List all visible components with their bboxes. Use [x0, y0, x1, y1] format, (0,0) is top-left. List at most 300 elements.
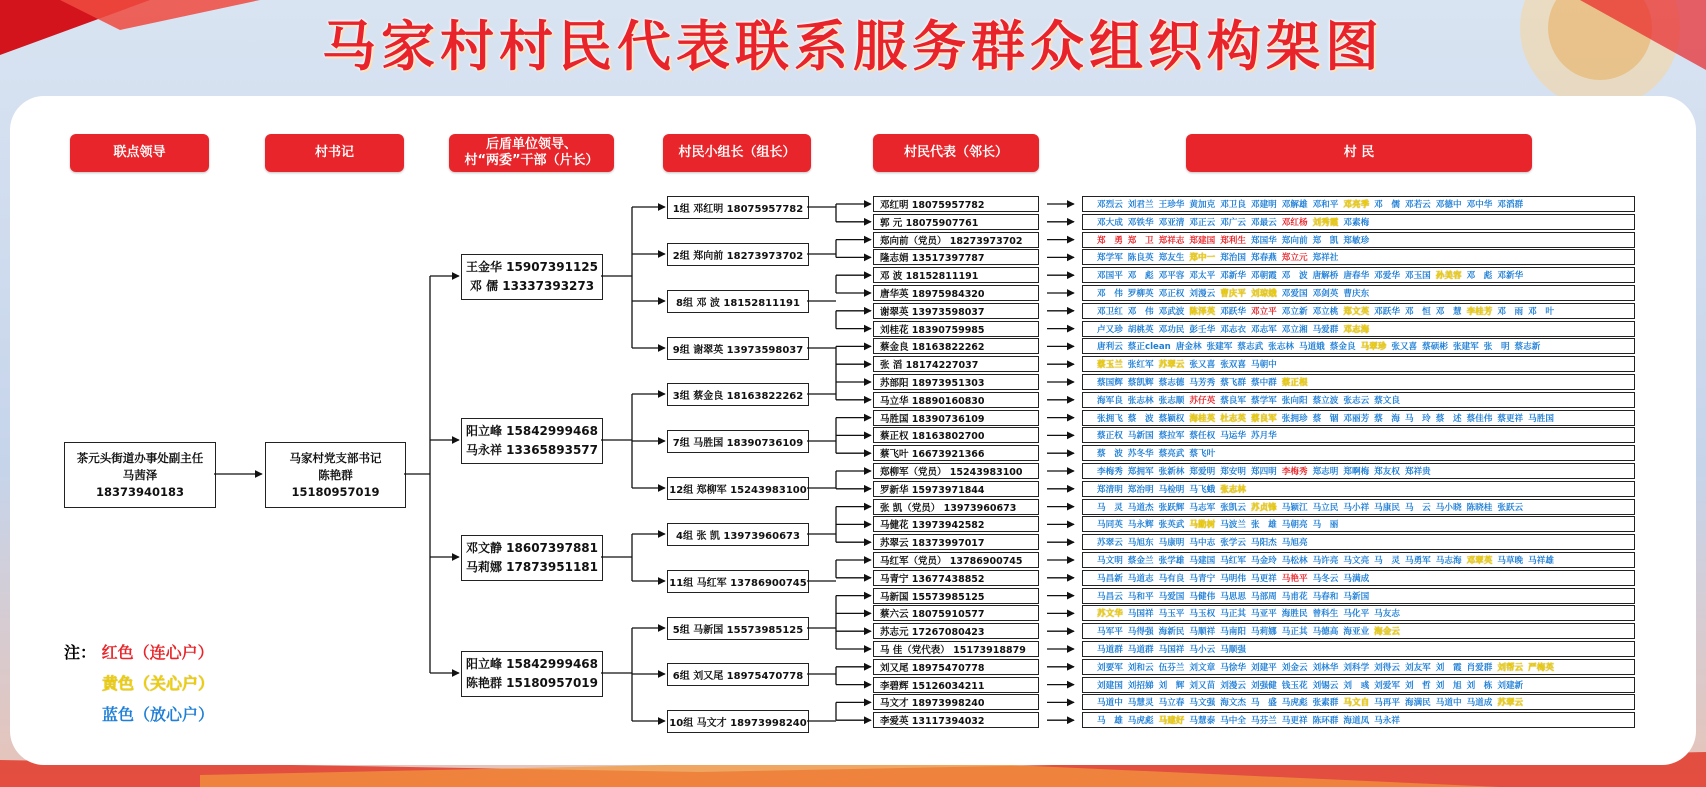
- villager-name: 马和平: [1127, 591, 1154, 602]
- villager-name: 郑治国: [1220, 253, 1246, 264]
- villager-name: 邓立桃: [1312, 306, 1339, 317]
- villager-name: 刘漫云: [1189, 289, 1216, 299]
- villager-name: 郑春燕: [1250, 253, 1277, 264]
- villager-name: 蔡学军: [1250, 395, 1277, 406]
- villager-name: 马道杰: [1127, 502, 1154, 513]
- villager-name: 张学雄: [1158, 556, 1185, 566]
- villager-name: 马志军: [1189, 502, 1216, 513]
- villager-name: 海金云: [1374, 627, 1400, 638]
- villager-name: 邓解雄: [1281, 200, 1308, 210]
- villager-name: 刘 辉: [1158, 680, 1185, 691]
- villager-name: 孙美容: [1435, 271, 1462, 282]
- villager-name: 郑利生: [1220, 235, 1246, 246]
- villager-name: 马小祥: [1343, 502, 1370, 513]
- villager-name: 蔡志武: [1237, 342, 1264, 353]
- villager-name: 邓跃华: [1220, 306, 1246, 317]
- representative-box: 郭 元 18075907761: [873, 214, 1039, 230]
- villager-name: 郑安明: [1220, 467, 1246, 477]
- villager-name: 马慧泰: [1189, 716, 1216, 727]
- villager-name: 刘科学: [1343, 662, 1370, 673]
- villager-name: 郑学军: [1097, 253, 1123, 264]
- villager-name: 马翠珍: [1360, 342, 1387, 353]
- villager-name: 苏贞锋: [1250, 502, 1277, 513]
- representative-box: 张 滔 18174227037: [873, 356, 1039, 372]
- villager-name: 马艳平: [1281, 573, 1308, 584]
- villager-name: 刘 哲: [1404, 680, 1431, 691]
- villager-name: 马昌新: [1097, 573, 1123, 584]
- villager-name: 马康明: [1158, 538, 1185, 549]
- representative-box: 李碧辉 15126034211: [873, 677, 1039, 693]
- chief-line: 陈艳群 15180957019: [465, 676, 599, 690]
- villager-name: 马顺强: [1220, 645, 1246, 655]
- villager-name: 马南阳: [1220, 627, 1246, 638]
- chief-line: 阳立峰 15842999468: [465, 657, 599, 671]
- villager-name: 马芬兰: [1250, 716, 1277, 727]
- villager-name: 马中志: [1189, 538, 1216, 549]
- villager-name: 邓正权: [1158, 289, 1185, 299]
- villager-name: 郑 卫: [1127, 235, 1154, 246]
- villager-name: 张跃辉: [1158, 502, 1185, 513]
- villager-name: 蔡正权: [1097, 431, 1123, 442]
- villager-name: 马化平: [1343, 609, 1370, 620]
- leader-title: 茶元头街道办事处副主任: [76, 450, 204, 465]
- villager-name: 曹庆平: [1220, 289, 1246, 299]
- page-title: 马家村村民代表联系服务群众组织构架图: [322, 15, 1384, 78]
- villager-name: 唐春华: [1343, 271, 1370, 282]
- villager-name: 马国祥: [1158, 645, 1185, 655]
- villager-name: 刘强健: [1250, 680, 1277, 691]
- villager-name: 马阳杰: [1250, 538, 1277, 549]
- villager-name: 张双喜: [1220, 360, 1246, 371]
- villager-name: 邓 恒: [1404, 306, 1431, 317]
- villager-name: 蔡金兰: [1127, 556, 1154, 566]
- villager-name: 蔡任权: [1189, 431, 1216, 442]
- chief-line: 邓 儒 13337393273: [469, 279, 595, 293]
- villager-name: 蔡飞叶: [1189, 449, 1216, 460]
- villager-name: 马文自: [1343, 698, 1370, 709]
- villager-name: 卢又珍: [1097, 324, 1123, 335]
- villager-name: 马芳秀: [1189, 378, 1216, 388]
- legend-red: 红色（连心户）: [101, 643, 214, 662]
- villager-name: 郑四明: [1250, 467, 1277, 477]
- villager-name: 刘锡云: [1312, 680, 1339, 691]
- representative-box: 马健花 13973942582: [873, 516, 1039, 532]
- villager-name: 邓新华: [1497, 271, 1524, 282]
- villager-name: 蔡立波: [1312, 395, 1339, 406]
- villager-name: 黄加克: [1189, 200, 1216, 210]
- villager-name: 郑建国: [1189, 235, 1216, 246]
- villager-name: 张学云: [1220, 538, 1246, 549]
- villager-name: 马健伟: [1189, 591, 1216, 602]
- villager-name: 郑拥军: [1127, 467, 1154, 477]
- representative-box: 李爱英 13117394032: [873, 712, 1039, 728]
- villager-name: 邓建明: [1250, 200, 1277, 210]
- villager-name: 马松林: [1281, 556, 1308, 566]
- villager-name: 邓最云: [1250, 217, 1277, 228]
- villager-name: 刘帮云: [1497, 662, 1524, 673]
- villager-name: 张志云: [1343, 395, 1370, 406]
- villager-name: 邓卫红: [1097, 306, 1123, 317]
- villager-name: 张红军: [1127, 360, 1154, 371]
- villager-name: 马明伟: [1220, 573, 1246, 584]
- villager-name: 海桂英: [1189, 413, 1216, 424]
- villager-name: 海胜民: [1281, 609, 1308, 620]
- villager-name: 郑敏珍: [1343, 235, 1370, 246]
- villager-name: 邓剑英: [1312, 289, 1339, 299]
- villager-name: 张志顺: [1158, 395, 1185, 406]
- villager-name: 苏文华: [1097, 609, 1123, 620]
- villager-name: 李桂芳: [1466, 306, 1493, 317]
- villager-name: 刘和云: [1127, 662, 1154, 673]
- villager-name: 蔡金良: [1329, 342, 1356, 353]
- villager-name: 刘要军: [1097, 662, 1123, 673]
- villager-name: 曹庆东: [1343, 289, 1370, 299]
- villager-name: 马道娥: [1298, 342, 1325, 353]
- villager-name: 邓志军: [1250, 324, 1277, 335]
- villager-name: 邓 波: [1281, 271, 1308, 282]
- villager-name: 张凯云: [1220, 502, 1246, 513]
- villager-name: 邓跃华: [1374, 306, 1400, 317]
- villager-name: 邓铁华: [1127, 217, 1154, 228]
- villager-name: 蔡飞群: [1220, 378, 1246, 388]
- villager-name: 蔡亮武: [1158, 449, 1185, 460]
- representative-box: 马文才 18973998240: [873, 694, 1039, 710]
- villager-name: 邓若云: [1404, 200, 1431, 210]
- villager-name: 马旭亮: [1281, 538, 1308, 549]
- villager-name: 马 玲: [1404, 413, 1431, 424]
- villager-name: 邓新华: [1220, 271, 1246, 282]
- header-representatives: 村民代表（邻长）: [873, 134, 1039, 172]
- villager-name: 刘 霞: [1435, 662, 1462, 673]
- villager-name: 马 盛: [1250, 698, 1277, 709]
- villager-name: 郑祥志: [1158, 235, 1185, 246]
- representative-box: 马新国 15573985125: [873, 588, 1039, 604]
- villager-name: 马顺祥: [1189, 627, 1216, 638]
- villager-name: 邓丽芳: [1343, 413, 1370, 424]
- villager-name: 马小晓: [1435, 502, 1462, 513]
- villager-name: 郑中一: [1189, 253, 1216, 264]
- villager-name: 蔡良军: [1250, 413, 1277, 424]
- representative-box: 苏志元 17267080423: [873, 623, 1039, 639]
- villager-name: 马慧灵: [1127, 698, 1154, 709]
- villager-name: 马草晚: [1497, 556, 1524, 566]
- group-leader-box: 4组 张 凯 13973960673: [667, 523, 809, 546]
- villager-name: 蔡志德: [1158, 378, 1185, 388]
- villager-name: 蔡志新: [1514, 342, 1541, 353]
- villager-name: 钱玉花: [1281, 680, 1308, 691]
- villager-name: 海文杰: [1220, 698, 1246, 709]
- villager-name: 马军平: [1097, 627, 1123, 638]
- villager-name: 邓正云: [1189, 217, 1216, 228]
- villager-name: 马朝亮: [1281, 520, 1308, 531]
- group-leader-box: 10组 马文才 18973998240: [667, 710, 809, 733]
- villager-name: 张英武: [1158, 520, 1185, 531]
- villager-name: 邓广云: [1220, 217, 1246, 228]
- villager-name: 曾科生: [1312, 609, 1339, 620]
- villager-name: 郑文英: [1343, 306, 1370, 317]
- villager-name: 马再平: [1374, 698, 1400, 709]
- villager-name: 刘建新: [1497, 680, 1524, 691]
- villager-name: 马勇军: [1404, 556, 1431, 566]
- header-villagers: 村 民: [1186, 134, 1532, 172]
- villager-name: 马运华: [1220, 431, 1246, 442]
- group-leader-box: 3组 蔡金良 18163822262: [667, 383, 809, 406]
- villager-name: 邓 雨: [1497, 306, 1524, 317]
- villager-name: 马道中: [1097, 698, 1123, 709]
- representative-box: 蔡正权 18163802700: [873, 427, 1039, 443]
- villager-name: 邓立平: [1250, 306, 1277, 317]
- villager-name: 苏翠云: [1158, 360, 1185, 371]
- villager-name: 刘又苗: [1189, 680, 1216, 691]
- representative-box: 蔡六云 18075910577: [873, 605, 1039, 621]
- villager-name: 郑志明: [1312, 467, 1339, 477]
- villager-name: 邓志衣: [1220, 324, 1246, 335]
- villager-name: 李梅秀: [1281, 467, 1308, 477]
- villager-name: 邓 伟: [1127, 306, 1154, 317]
- representative-box: 苏部阳 18973951303: [873, 374, 1039, 390]
- group-leader-box: 5组 马新国 15573985125: [667, 617, 809, 640]
- villager-name: 海军良: [1097, 395, 1123, 406]
- villager-name: 苏仔英: [1189, 395, 1216, 406]
- villager-name: 张志林: [1220, 484, 1246, 495]
- villager-name: 邓翠英: [1466, 556, 1493, 566]
- villager-name: 蔡正根: [1281, 378, 1308, 388]
- villager-name: 海道凤: [1343, 716, 1370, 727]
- group-leader-box: 9组 谢翠英 13973598037: [667, 337, 809, 360]
- representative-box: 蔡金良 18163822262: [873, 338, 1039, 354]
- villager-name: 邓玉国: [1404, 271, 1431, 282]
- leader-name: 马茜泽: [122, 467, 158, 482]
- villager-name: 郑清明: [1097, 484, 1123, 495]
- villager-name: 马友志: [1374, 609, 1400, 620]
- representative-box: 郑向前（党员） 18273973702: [873, 232, 1039, 248]
- villager-name: 刘林华: [1312, 662, 1339, 673]
- villager-name: 唐利云: [1097, 342, 1123, 353]
- villager-name: 邓朝霞: [1250, 271, 1277, 282]
- villager-name: 马许亮: [1312, 556, 1339, 566]
- representative-box: 隆志娟 13517397787: [873, 249, 1039, 265]
- villager-name: 马康民: [1374, 502, 1400, 513]
- villager-name: 邓红杨: [1281, 217, 1308, 228]
- villager-name: 张 明: [1483, 342, 1510, 353]
- villager-name: 郑 凯: [1312, 235, 1339, 246]
- representative-box: 刘桂花 18390759985: [873, 321, 1039, 337]
- villager-name: 马颖江: [1281, 502, 1308, 513]
- villager-name: 马徐华: [1220, 662, 1246, 673]
- villager-name: 马冬云: [1312, 573, 1339, 584]
- villager-name: 张又喜: [1189, 360, 1216, 371]
- legend-blue: 蓝色（放心户）: [102, 705, 215, 724]
- villager-name: 邓爱华: [1374, 271, 1400, 282]
- villager-name: 邓素梅: [1343, 217, 1370, 228]
- villager-name: 马更祥: [1281, 716, 1308, 727]
- villager-name: 马旭东: [1127, 538, 1154, 549]
- representative-box: 张 凯（党员） 13973960673: [873, 499, 1039, 515]
- chief-line: 阳立峰 15842999468: [465, 424, 599, 438]
- villager-name: 马 灵: [1374, 556, 1400, 566]
- villager-name: 罗柳英: [1127, 289, 1154, 299]
- villager-name: 郑祥贵: [1404, 467, 1431, 477]
- villager-name: 马亚平: [1250, 609, 1277, 620]
- villager-name: 刘文章: [1189, 662, 1216, 673]
- villager-name: 马小云: [1189, 645, 1216, 655]
- villager-name: 马红军: [1220, 556, 1246, 566]
- villager-name: 刘金云: [1281, 662, 1308, 673]
- secretary-name: 陈艳群: [318, 467, 353, 482]
- representative-box: 苏翠云 18373997017: [873, 534, 1039, 550]
- villager-name: 马建好: [1158, 716, 1185, 727]
- villager-name: 刘漫云: [1220, 680, 1246, 691]
- villager-name: 马道群: [1097, 645, 1123, 655]
- villager-name: 马爱国: [1158, 591, 1185, 602]
- villager-name: 蔡佳伟: [1466, 413, 1493, 424]
- villager-name: 邓立新: [1281, 306, 1308, 317]
- villager-name: 刘 彧: [1343, 680, 1370, 691]
- villager-name: 杜志英: [1220, 413, 1246, 424]
- header-support-cadres-line2: 村“两委”干部（片长）: [464, 153, 599, 168]
- representative-box: 马胜国 18390736109: [873, 410, 1039, 426]
- villager-name: 蔡 海: [1374, 413, 1400, 424]
- villager-name: 蔡文良: [1374, 395, 1400, 406]
- villager-name: 刘爱军: [1374, 680, 1400, 691]
- villager-name: 张跃云: [1497, 502, 1524, 513]
- representative-box: 郑柳军（党员） 15243983100: [873, 463, 1039, 479]
- villager-name: 马文亮: [1343, 556, 1370, 566]
- villager-name: 海亚业: [1343, 627, 1370, 638]
- villager-name: 郑爱明: [1189, 467, 1216, 477]
- villager-name: 陈晓桂: [1466, 502, 1493, 513]
- chief-line: 马莉娜 17873951181: [465, 560, 599, 574]
- villager-name: 张建军: [1452, 342, 1479, 353]
- villager-name: 马新国: [1343, 591, 1370, 602]
- villager-name: 唐金林: [1175, 342, 1202, 353]
- villager-name: 蔡更祥: [1497, 413, 1524, 424]
- legend-yellow: 黄色（关心户）: [102, 674, 215, 693]
- villager-name: 马文强: [1189, 698, 1216, 709]
- villager-name: 马永祥: [1374, 716, 1400, 727]
- villager-name: 海满民: [1404, 698, 1431, 709]
- representative-box: 邓 波 18152811191: [873, 267, 1039, 283]
- chief-line: 王金华 15907391125: [465, 260, 599, 274]
- villager-name: 马祥雄: [1528, 556, 1554, 566]
- representative-box: 马青宁 13677438852: [873, 570, 1039, 586]
- villager-name: 郑友权: [1374, 467, 1400, 477]
- villager-name: 刘建平: [1250, 662, 1277, 673]
- header-liaison-leader: 联点领导: [70, 134, 209, 172]
- villager-name: 马道群: [1127, 645, 1154, 655]
- villager-name: 邓志海: [1343, 324, 1370, 335]
- villager-name: 马思思: [1220, 591, 1246, 602]
- villager-name: 海新民: [1158, 627, 1185, 638]
- chief-line: 邓文静 18607397881: [465, 541, 599, 555]
- villager-name: 刘招娣: [1127, 680, 1154, 691]
- header-village-secretary: 村书记: [265, 134, 404, 172]
- group-leader-box: 1组 邓红明 18075957782: [667, 196, 809, 219]
- villager-name: 唐解桥: [1312, 271, 1339, 282]
- villager-name: 马金玲: [1250, 556, 1277, 566]
- villager-name: 邓 儒: [1374, 200, 1400, 210]
- villager-name: 陈泽英: [1189, 306, 1216, 317]
- group-leader-box: 11组 马红军 13786900745: [667, 570, 809, 593]
- villager-name: 苏翠云: [1497, 698, 1524, 709]
- villager-name: 刘君兰: [1127, 200, 1154, 210]
- villager-name: 蔡 波: [1127, 413, 1154, 424]
- villager-name: 蔡国辉: [1097, 378, 1123, 388]
- villager-name: 蔡良军: [1220, 395, 1246, 406]
- villager-name: 马更祥: [1250, 573, 1277, 584]
- villager-name: 马 雄: [1097, 716, 1123, 727]
- villager-name: 邓 伟: [1097, 289, 1123, 299]
- villager-name: 邓滔群: [1497, 200, 1524, 210]
- representative-box: 蔡飞叶 16673921366: [873, 445, 1039, 461]
- villager-name: 马爱群: [1312, 324, 1339, 335]
- villager-name: 王珍华: [1158, 200, 1185, 210]
- villager-name: 陈环群: [1312, 716, 1339, 727]
- villager-name: 蔡玉兰: [1097, 360, 1123, 371]
- secretary-phone: 15180957019: [291, 484, 380, 499]
- villager-name: 邓太平: [1189, 271, 1216, 282]
- legend-prefix: 注：: [64, 643, 97, 662]
- villager-name: 邓中华: [1466, 200, 1493, 210]
- villager-name: 苏月华: [1250, 431, 1277, 442]
- villager-name: 马正其: [1220, 609, 1246, 620]
- villager-name: 邓爱国: [1281, 289, 1308, 299]
- villager-name: 马满成: [1343, 573, 1370, 584]
- representative-box: 马 佳（党代表） 15173918879: [873, 641, 1039, 657]
- villager-name: 马有良: [1158, 573, 1185, 584]
- villager-name: 马 灵: [1097, 502, 1123, 513]
- villager-name: 郑友生: [1158, 253, 1185, 264]
- representative-box: 马立华 18890160830: [873, 392, 1039, 408]
- villager-name: 蔡 锢: [1312, 413, 1339, 424]
- villager-name: 张志林: [1268, 342, 1294, 353]
- villager-name: 马得强: [1127, 627, 1154, 638]
- representative-box: 刘又尾 18975470778: [873, 659, 1039, 675]
- villager-name: 张建军: [1206, 342, 1233, 353]
- villager-name: 马道志: [1127, 573, 1154, 584]
- villager-name: 张 雄: [1250, 520, 1277, 531]
- villager-name: 马道中: [1435, 698, 1462, 709]
- villager-name: 邓平容: [1158, 271, 1185, 282]
- villager-name: 郑国华: [1250, 235, 1277, 246]
- villager-name: 邓 彪: [1466, 271, 1493, 282]
- villager-name: 张志林: [1127, 395, 1154, 406]
- villager-name: 马青宁: [1189, 573, 1216, 584]
- villager-name: 郑治明: [1127, 484, 1154, 495]
- villager-name: 邓大成: [1097, 217, 1123, 228]
- villager-name: 马部周: [1250, 591, 1277, 602]
- villager-name: 邓德中: [1435, 200, 1462, 210]
- villager-name: 彭壬华: [1189, 324, 1216, 335]
- villager-name: 蔡凯辉: [1127, 378, 1154, 388]
- villager-name: 李梅秀: [1097, 467, 1123, 477]
- villager-name: 郑 勇: [1097, 235, 1123, 246]
- villager-name: 马永辉: [1127, 520, 1154, 531]
- villager-name: 马志海: [1435, 556, 1462, 566]
- villager-name: 邓 慧: [1435, 306, 1462, 317]
- villager-name: 严梅英: [1528, 662, 1554, 673]
- villager-name: 马勤树: [1189, 520, 1216, 531]
- villager-name: 马道成: [1466, 698, 1493, 709]
- villager-name: 蔡正clean: [1127, 342, 1171, 353]
- villager-name: 张拥飞: [1097, 413, 1123, 424]
- group-leader-box: 6组 刘又尾 18975470778: [667, 663, 809, 686]
- villager-name: 邓卫良: [1220, 200, 1246, 210]
- villager-name: 马春和: [1312, 591, 1339, 602]
- villager-name: 马甫花: [1281, 591, 1308, 602]
- villager-name: 邓亚清: [1158, 217, 1185, 228]
- leader-phone: 18373940183: [95, 484, 185, 499]
